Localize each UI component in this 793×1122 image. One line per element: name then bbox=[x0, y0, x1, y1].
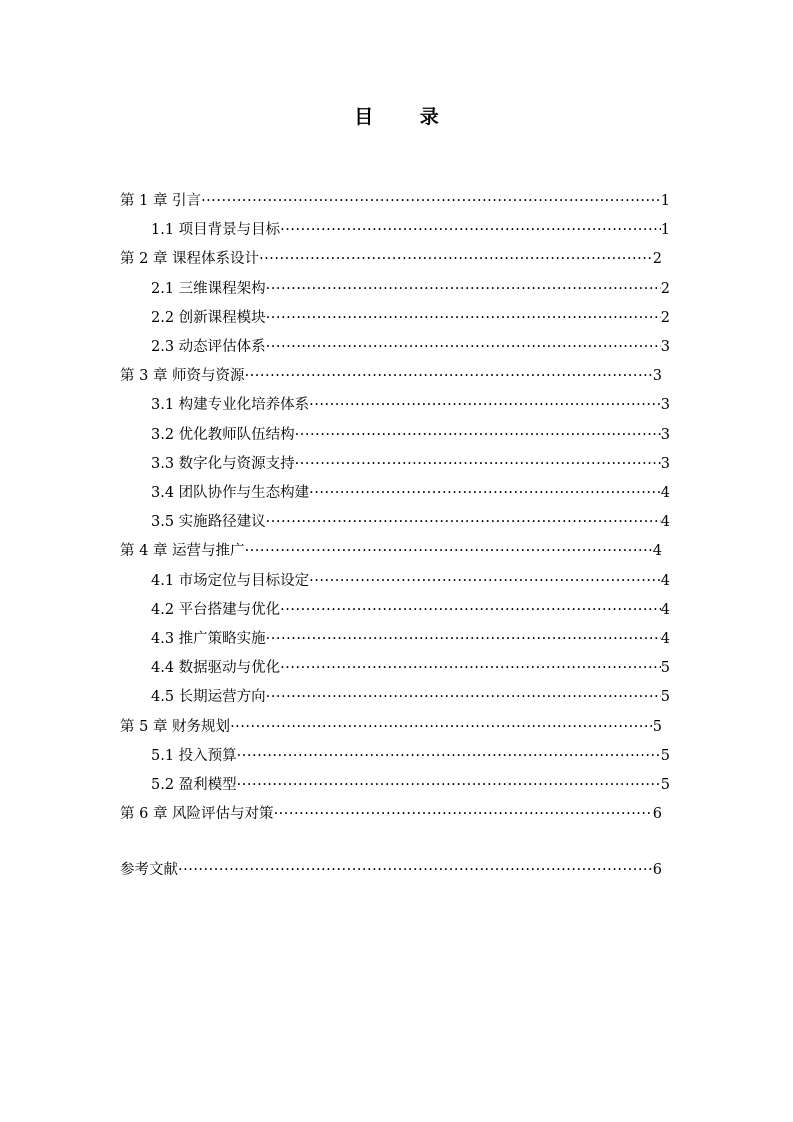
toc-leader-dots bbox=[266, 308, 661, 328]
toc-entry-label: 2.1 三维课程架构 bbox=[151, 280, 266, 297]
toc-entry-label: 第 4 章 运营与推广 bbox=[120, 543, 245, 560]
toc-subsection-entry[interactable] bbox=[151, 454, 670, 474]
toc-leader-dots bbox=[280, 600, 661, 620]
toc-page-number: 2 bbox=[660, 280, 670, 297]
toc-leader-dots bbox=[309, 483, 661, 503]
toc-leader-dots bbox=[266, 279, 661, 299]
toc-chapter-entry[interactable] bbox=[120, 541, 662, 561]
toc-subsection-entry[interactable] bbox=[151, 658, 670, 678]
toc-page-number: 5 bbox=[660, 777, 670, 793]
toc-references-entry[interactable] bbox=[120, 860, 662, 880]
toc-page-number: 6 bbox=[652, 862, 662, 879]
toc-page-number: 6 bbox=[652, 806, 662, 823]
toc-entry-label: 第 5 章 财务规划 bbox=[120, 718, 231, 735]
toc-entry-label: 1.1 项目背景与目标 bbox=[151, 222, 281, 239]
toc-subsection-entry[interactable] bbox=[151, 746, 670, 766]
toc-subsection-entry[interactable] bbox=[151, 687, 670, 707]
toc-leader-dots bbox=[280, 658, 661, 678]
toc-subsection-entry[interactable] bbox=[151, 512, 670, 532]
toc-leader-dots bbox=[266, 629, 661, 649]
toc-entry-label: 第 2 章 课程体系设计 bbox=[120, 251, 260, 268]
toc-leader-dots bbox=[266, 687, 661, 707]
toc-page-number: 4 bbox=[660, 514, 670, 531]
toc-leader-dots bbox=[295, 425, 661, 445]
toc-chapter-entry[interactable] bbox=[120, 717, 662, 737]
toc-page-number: 4 bbox=[660, 631, 670, 647]
toc-page-number: 3 bbox=[652, 368, 662, 385]
toc-leader-dots bbox=[201, 191, 661, 211]
toc-entry-label: 第 6 章 风险评估与对策 bbox=[120, 806, 274, 823]
toc-subsection-entry[interactable] bbox=[151, 395, 670, 415]
toc-subsection-entry[interactable] bbox=[151, 629, 670, 649]
toc-page-number: 2 bbox=[660, 309, 670, 326]
toc-leader-dots bbox=[230, 717, 653, 737]
toc-entry-label: 3.5 实施路径建议 bbox=[151, 514, 266, 531]
toc-entry-label: 2.2 创新课程模块 bbox=[151, 309, 266, 326]
toc-entry-label: 第 1 章 引言 bbox=[120, 193, 202, 209]
toc-page-number: 1 bbox=[660, 222, 670, 239]
toc-page-number: 5 bbox=[660, 689, 670, 706]
toc-subsection-entry[interactable] bbox=[151, 279, 670, 299]
toc-page-number: 4 bbox=[652, 543, 662, 560]
toc-page-number: 5 bbox=[660, 747, 670, 764]
toc-subsection-entry[interactable] bbox=[151, 483, 670, 503]
toc-entry-label: 3.4 团队协作与生态构建 bbox=[151, 485, 310, 501]
toc-title: 目 录 bbox=[354, 106, 459, 128]
toc-page-number: 3 bbox=[660, 339, 670, 355]
toc-chapter-entry[interactable] bbox=[120, 366, 662, 386]
toc-page-number: 4 bbox=[660, 572, 670, 589]
toc-leader-dots bbox=[266, 337, 661, 357]
toc-entry-label: 3.2 优化教师队伍结构 bbox=[151, 426, 295, 443]
toc-leader-dots bbox=[309, 571, 661, 591]
toc-chapter-entry[interactable] bbox=[120, 249, 662, 269]
toc-page-number: 5 bbox=[652, 718, 662, 735]
toc-entry-label: 2.3 动态评估体系 bbox=[151, 339, 266, 355]
toc-entry-label: 4.2 平台搭建与优化 bbox=[151, 601, 281, 618]
toc-subsection-entry[interactable] bbox=[151, 308, 670, 328]
toc-entry-label: 5.1 投入预算 bbox=[151, 747, 237, 764]
toc-page-number: 4 bbox=[660, 485, 670, 501]
toc-leader-dots bbox=[259, 249, 653, 269]
toc-entry-label: 第 3 章 师资与资源 bbox=[120, 368, 245, 385]
toc-page-number: 3 bbox=[660, 455, 670, 472]
toc-leader-dots bbox=[245, 366, 653, 386]
toc-entry-label: 参考文献 bbox=[120, 862, 178, 879]
toc-leader-dots bbox=[245, 541, 653, 561]
toc-subsection-entry[interactable] bbox=[151, 220, 670, 240]
toc-page-number: 1 bbox=[660, 193, 670, 209]
toc-subsection-entry[interactable] bbox=[151, 337, 670, 357]
toc-chapter-entry[interactable] bbox=[120, 191, 670, 211]
toc-page-number: 3 bbox=[660, 397, 670, 414]
toc-leader-dots bbox=[178, 860, 653, 880]
toc-page-number: 2 bbox=[652, 251, 662, 268]
toc-page-number: 5 bbox=[660, 660, 670, 677]
toc-entry-label: 4.5 长期运营方向 bbox=[151, 689, 266, 706]
toc-entry-label: 4.3 推广策略实施 bbox=[151, 631, 266, 647]
toc-leader-dots bbox=[309, 395, 661, 415]
toc-leader-dots bbox=[280, 220, 661, 240]
toc-subsection-entry[interactable] bbox=[151, 571, 670, 591]
toc-leader-dots bbox=[274, 804, 653, 824]
toc-subsection-entry[interactable] bbox=[151, 425, 670, 445]
toc-leader-dots bbox=[237, 775, 661, 795]
toc-leader-dots bbox=[295, 454, 661, 474]
toc-subsection-entry[interactable] bbox=[151, 775, 670, 795]
toc-page-number: 4 bbox=[660, 601, 670, 618]
toc-leader-dots bbox=[266, 512, 661, 532]
toc-subsection-entry[interactable] bbox=[151, 600, 670, 620]
toc-leader-dots bbox=[237, 746, 661, 766]
toc-chapter-entry[interactable] bbox=[120, 804, 662, 824]
toc-entry-label: 3.1 构建专业化培养体系 bbox=[151, 397, 310, 414]
toc-entry-label: 4.1 市场定位与目标设定 bbox=[151, 572, 310, 589]
toc-entry-label: 3.3 数字化与资源支持 bbox=[151, 455, 295, 472]
toc-entry-label: 5.2 盈利模型 bbox=[151, 777, 237, 793]
toc-entry-label: 4.4 数据驱动与优化 bbox=[151, 660, 281, 677]
toc-page-number: 3 bbox=[660, 426, 670, 443]
